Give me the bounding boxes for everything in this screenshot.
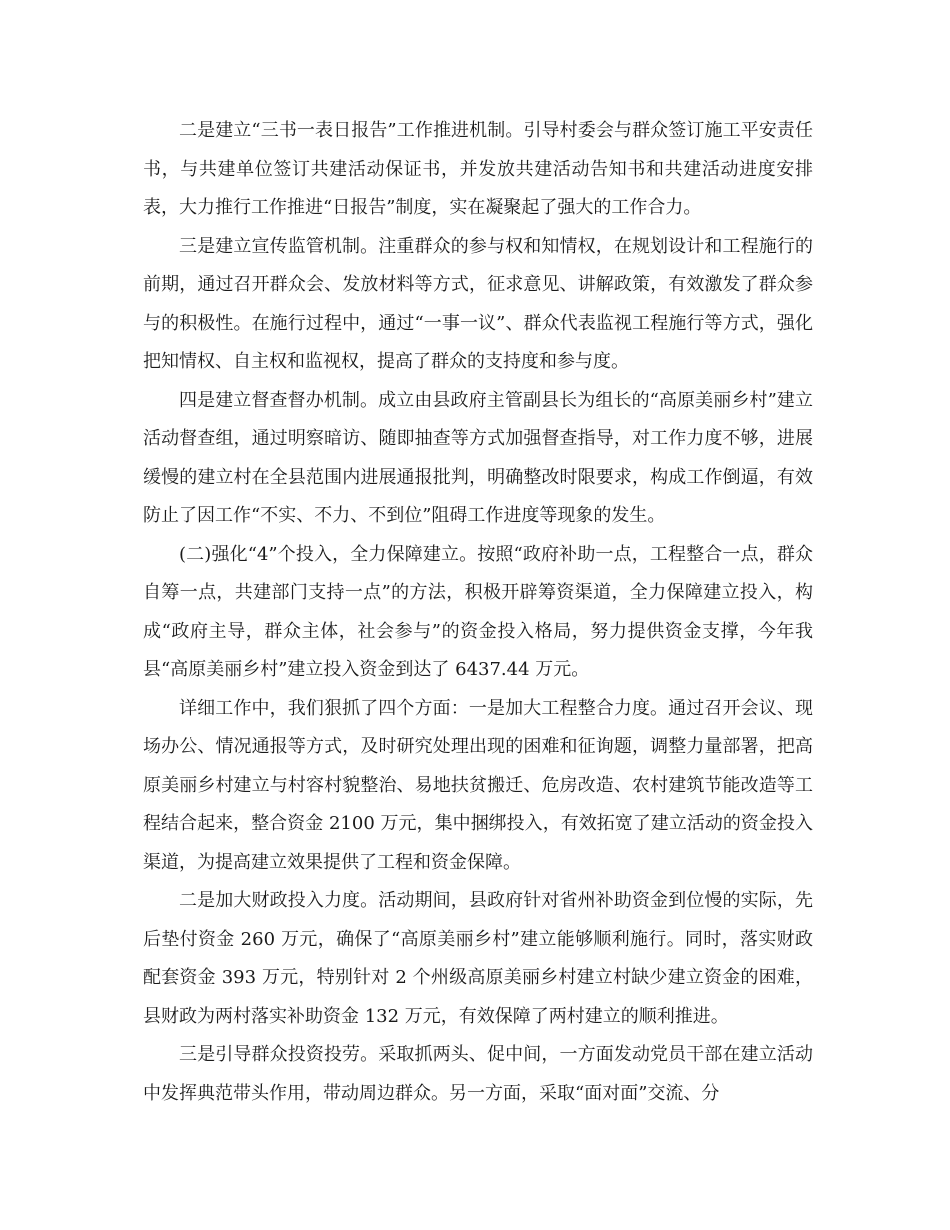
paragraph-three-books-one-table: 二是建立“三书一表日报告”工作推进机制。引导村委会与群众签订施工平安责任书，与共建单位签订共建活动保证书，并发放共建活动告知书和共建活动进度安排表，大力推行工作推进“日报告”制度，实在凝聚起了强大的工作合力。 — [143, 120, 813, 218]
paragraph-fiscal-investment: 二是加大财政投入力度。活动期间，县政府针对省州补助资金到位慢的实际，先后垫付资金 260 万元，确保了“高原美丽乡村”建立能够顺利施行。同时，落实财政配套资金 393 万元，特别针对 2 个州级高原美丽乡村建立村缺少建立资金的困难，县财政为两村落实补助资金 132 万元，有效保障了两村建立的顺利推进。 — [143, 890, 813, 1027]
document-body — [143, 112, 813, 1113]
paragraph-inspection-supervision: 四是建立督查督办机制。成立由县政府主管副县长为组长的“高原美丽乡村”建立活动督查组，通过明察暗访、随即抽查等方式加强督查指导，对工作力度不够，进展缓慢的建立村在全县范围内进展通报批判，明确整改时限要求，构成工作倒逼，有效防止了因工作“不实、不力、不到位”阻碍工作进度等现象的发生。 — [143, 389, 813, 526]
paragraph-four-investments: (二)强化“4”个投入，全力保障建立。按照“政府补助一点，工程整合一点，群众自筹一点，共建部门支持一点”的方法，积极开辟筹资渠道，全力保障建立投入，构成“政府主导，群众主体，社会参与”的资金投入格局，努力提供资金支撑，今年我县“高原美丽乡村”建立投入资金到达了 6437.44 万元。 — [143, 543, 813, 680]
paragraph-project-integration: 详细工作中，我们狠抓了四个方面：一是加大工程整合力度。通过召开会议、现场办公、情况通报等方式，及时研究处理出现的困难和征询题，调整力量部署，把高原美丽乡村建立与村容村貌整治、易地扶贫搬迁、危房改造、农村建筑节能改造等工程结合起来，整合资金 2100 万元，集中捆绑投入，有效拓宽了建立活动的资金投入渠道，为提高建立效果提供了工程和资金保障。 — [143, 697, 813, 873]
paragraph-mass-participation: 三是引导群众投资投劳。采取抓两头、促中间，一方面发动党员干部在建立活动中发挥典范带头作用，带动周边群众。另一方面，采取“面对面”交流、分 — [143, 1044, 813, 1104]
paragraph-publicity-supervision: 三是建立宣传监管机制。注重群众的参与权和知情权，在规划设计和工程施行的前期，通过召开群众会、发放材料等方式，征求意见、讲解政策，有效激发了群众参与的积极性。在施行过程中，通过“一事一议”、群众代表监视工程施行等方式，强化把知情权、自主权和监视权，提高了群众的支持度和参与度。 — [143, 235, 813, 372]
